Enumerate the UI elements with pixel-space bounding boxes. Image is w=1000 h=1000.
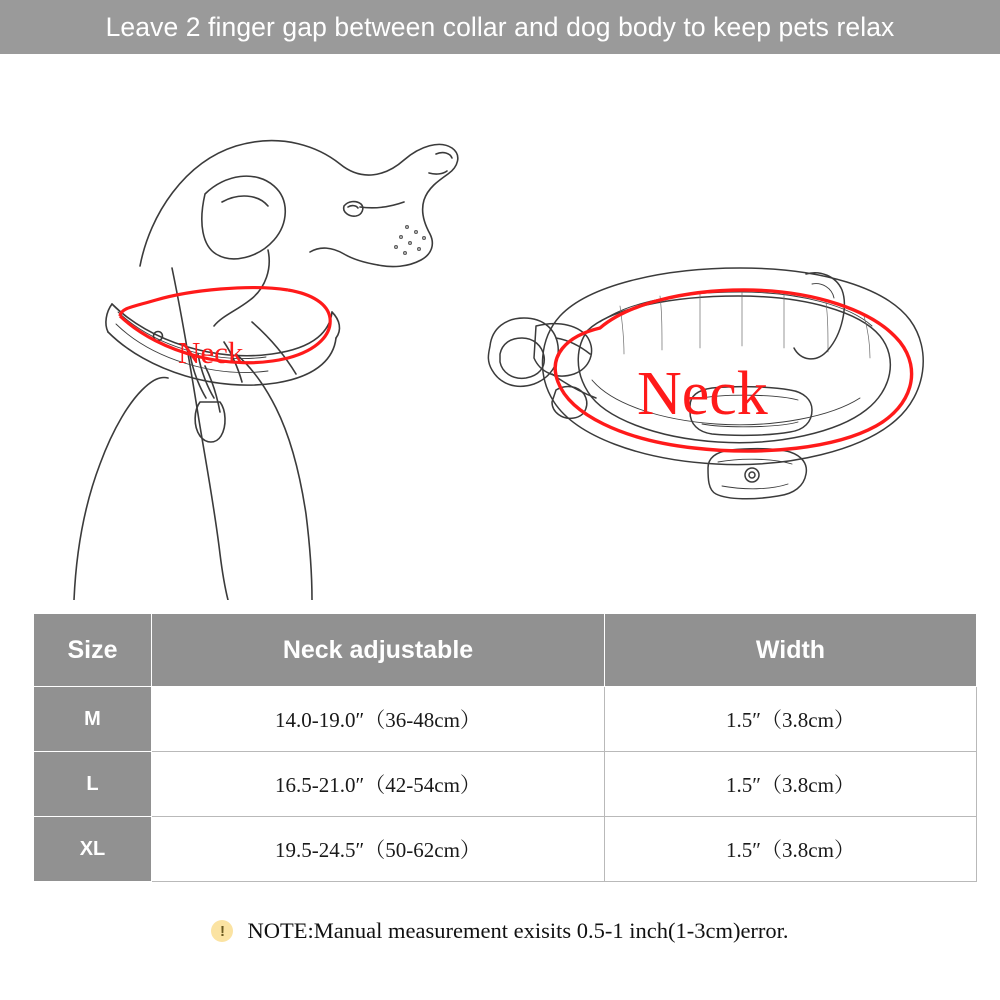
size-table-head — [34, 614, 977, 687]
banner-text: Leave 2 finger gap between collar and dog body to keep pets relax — [105, 11, 895, 42]
cell-size: XL — [34, 817, 152, 882]
illustration-area — [0, 54, 1000, 600]
column-header-size: Size — [34, 614, 152, 687]
warning-icon: ! — [211, 920, 233, 942]
size-table — [33, 613, 977, 882]
dog-head-with-collar-drawing — [74, 141, 458, 600]
size-table-wrapper — [33, 613, 967, 882]
neck-label-right: Neck — [637, 360, 768, 428]
note-text: NOTE:Manual measurement exisits 0.5-1 inch(1-3cm)error. — [247, 918, 789, 943]
cell-width: 1.5″（3.8cm） — [605, 687, 977, 752]
table-row — [34, 687, 977, 752]
cell-size: L — [34, 752, 152, 817]
column-header-neck-adjustable: Neck adjustable — [152, 614, 605, 687]
cell-width: 1.5″（3.8cm） — [605, 817, 977, 882]
illustration-svg — [0, 54, 1000, 600]
size-table-body — [34, 687, 977, 882]
cell-size: M — [34, 687, 152, 752]
neck-label-left: Neck — [178, 335, 244, 370]
cell-width: 1.5″（3.8cm） — [605, 752, 977, 817]
table-header-row — [34, 614, 977, 687]
header-banner — [0, 0, 1000, 54]
column-header-width: Width — [605, 614, 977, 687]
cell-neck: 16.5-21.0″（42-54cm） — [152, 752, 605, 817]
note-row — [0, 918, 1000, 944]
table-row — [34, 752, 977, 817]
table-row — [34, 817, 977, 882]
cell-neck: 14.0-19.0″（36-48cm） — [152, 687, 605, 752]
cell-neck: 19.5-24.5″（50-62cm） — [152, 817, 605, 882]
